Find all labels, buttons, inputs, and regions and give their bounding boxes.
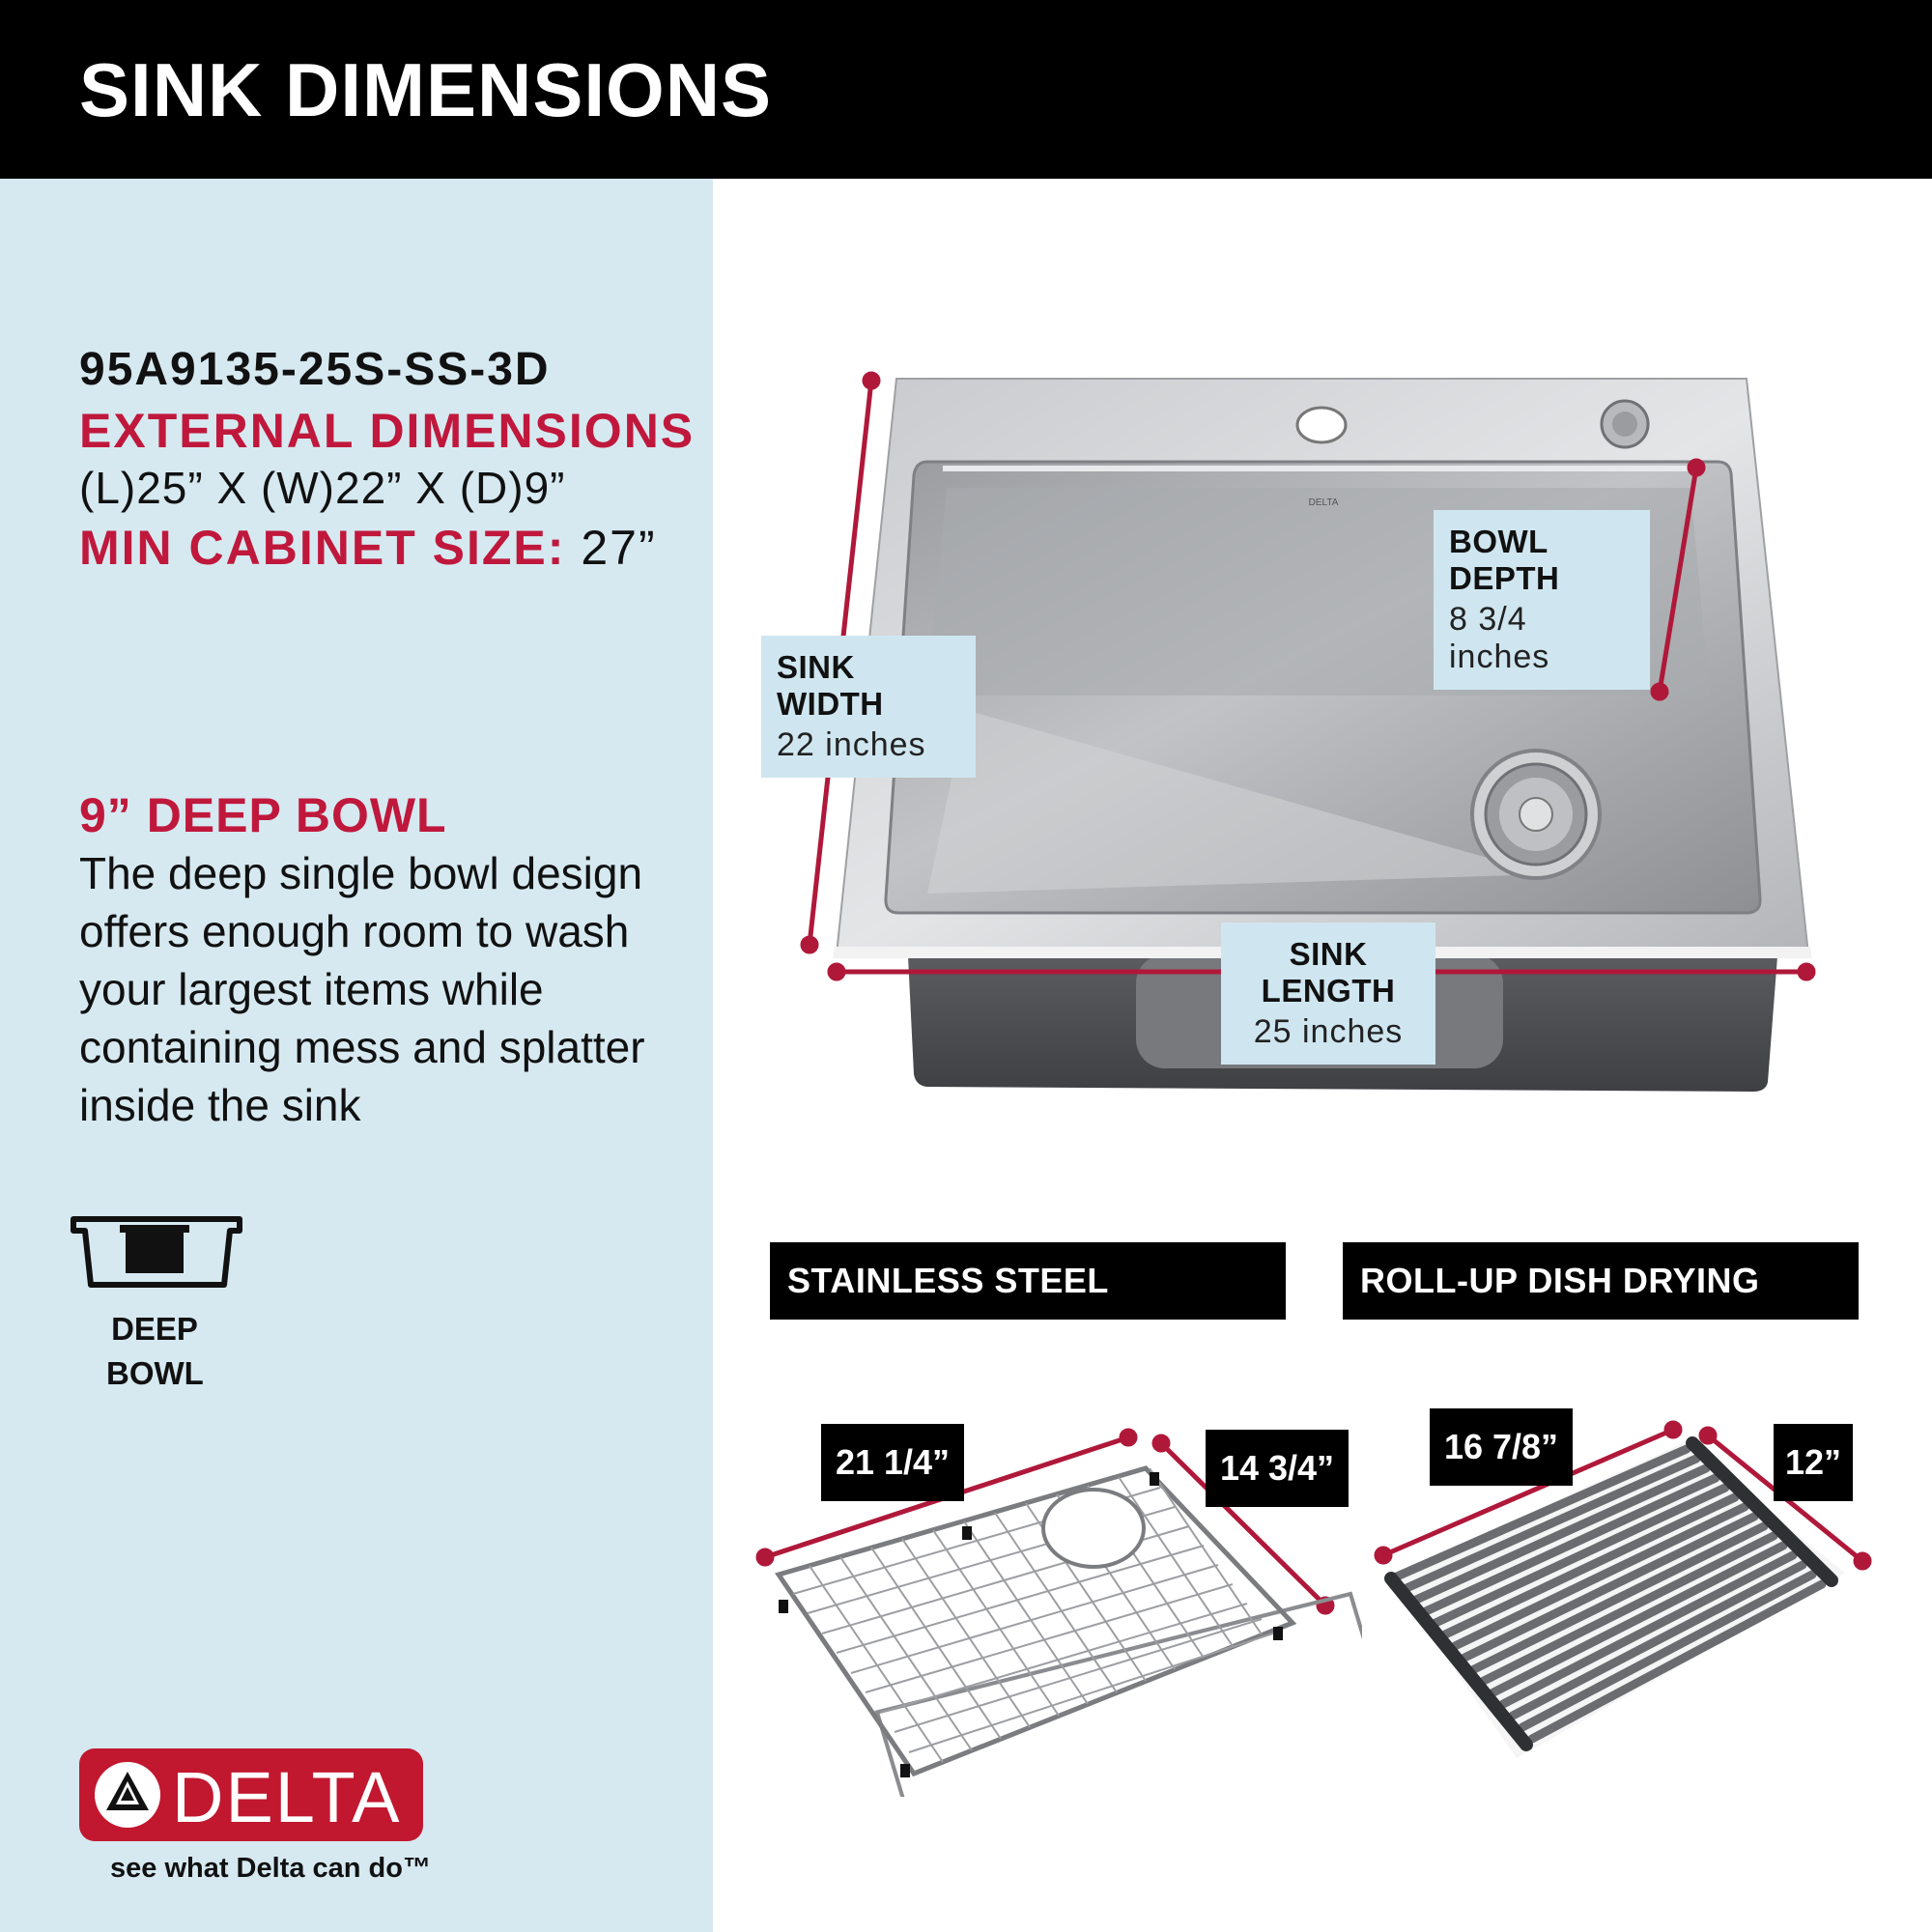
grid-length-end-point bbox=[1122, 1431, 1135, 1444]
feature-description: The deep single bowl design offers enough room to wash your largest items while containing mess and splatter inside the sink bbox=[79, 848, 645, 1130]
deep-bowl-caption-line2: BOWL bbox=[106, 1355, 204, 1391]
length-dimension-start-point bbox=[830, 965, 843, 979]
bowl-depth-label bbox=[1434, 510, 1650, 690]
cabinet-size-value: 27” bbox=[581, 521, 657, 575]
rack-section-title: ROLL-UP DISH DRYING RACK bbox=[1343, 1242, 1859, 1320]
deep-bowl-caption-line1: DEEP bbox=[111, 1311, 198, 1347]
sink-length-value: 25 inches bbox=[1253, 1013, 1404, 1050]
grid-length-tag: 21 1/4” bbox=[821, 1424, 964, 1501]
depth-dimension-start-point bbox=[1690, 461, 1703, 474]
rack-width-tag: 12” bbox=[1774, 1424, 1853, 1501]
grid-width-start-point bbox=[1154, 1436, 1168, 1450]
width-dimension-start-point bbox=[865, 374, 878, 387]
grid-drain-cutout bbox=[1043, 1490, 1144, 1567]
rack-length-end-point bbox=[1666, 1423, 1680, 1436]
sink-width-label bbox=[761, 636, 976, 778]
cabinet-size-label: MIN CABINET SIZE: bbox=[79, 521, 566, 575]
external-dimensions-value: (L)25” X (W)22” X (D)9” bbox=[79, 463, 566, 513]
delta-logo-text: DELTA bbox=[172, 1757, 402, 1837]
length-dimension-end-point bbox=[1800, 965, 1813, 979]
bowl-depth-value: 8 3/4 inches bbox=[1449, 601, 1550, 675]
cabinet-size bbox=[79, 520, 657, 576]
sink-width-title: SINK WIDTH bbox=[777, 649, 884, 722]
page-title: SINK DIMENSIONS bbox=[79, 47, 773, 132]
depth-dimension-end-point bbox=[1653, 685, 1666, 698]
deep-bowl-caption bbox=[106, 1307, 203, 1396]
grid-mesh bbox=[793, 1468, 1276, 1762]
faucet-hole-icon bbox=[1297, 408, 1346, 442]
rack-width-start-point bbox=[1701, 1429, 1715, 1442]
width-dimension-end-point bbox=[803, 938, 816, 952]
sink-width-value: 22 inches bbox=[777, 726, 926, 763]
grid-section-title: STAINLESS STEEL BOTTOM GRID bbox=[770, 1242, 1286, 1320]
external-dimensions-label: EXTERNAL DIMENSIONS bbox=[79, 404, 696, 458]
rack-width-end-point bbox=[1856, 1554, 1869, 1568]
drain-strainer-icon bbox=[1472, 751, 1600, 878]
sink-brand-stamp: DELTA bbox=[1308, 497, 1339, 508]
delta-logo bbox=[79, 1748, 423, 1841]
deep-bowl-icon bbox=[70, 1213, 243, 1291]
soap-dispenser-cap-icon bbox=[1612, 412, 1637, 437]
grid-length-start-point bbox=[758, 1550, 772, 1564]
sink-length-label bbox=[1221, 923, 1435, 1065]
brand-tagline: see what Delta can do™ bbox=[110, 1853, 431, 1884]
delta-triangle-icon bbox=[93, 1760, 162, 1830]
rack-length-start-point bbox=[1377, 1548, 1390, 1562]
bowl-depth-title: BOWL DEPTH bbox=[1449, 524, 1560, 596]
rack-length-tag: 16 7/8” bbox=[1430, 1408, 1573, 1486]
model-number: 95A9135-25S-SS-3D bbox=[79, 344, 551, 395]
sink-length-title: SINK LENGTH bbox=[1261, 936, 1396, 1009]
grid-width-tag: 14 3/4” bbox=[1206, 1430, 1349, 1507]
header-bar bbox=[0, 0, 1932, 179]
feature-title: 9” DEEP BOWL bbox=[79, 788, 447, 842]
